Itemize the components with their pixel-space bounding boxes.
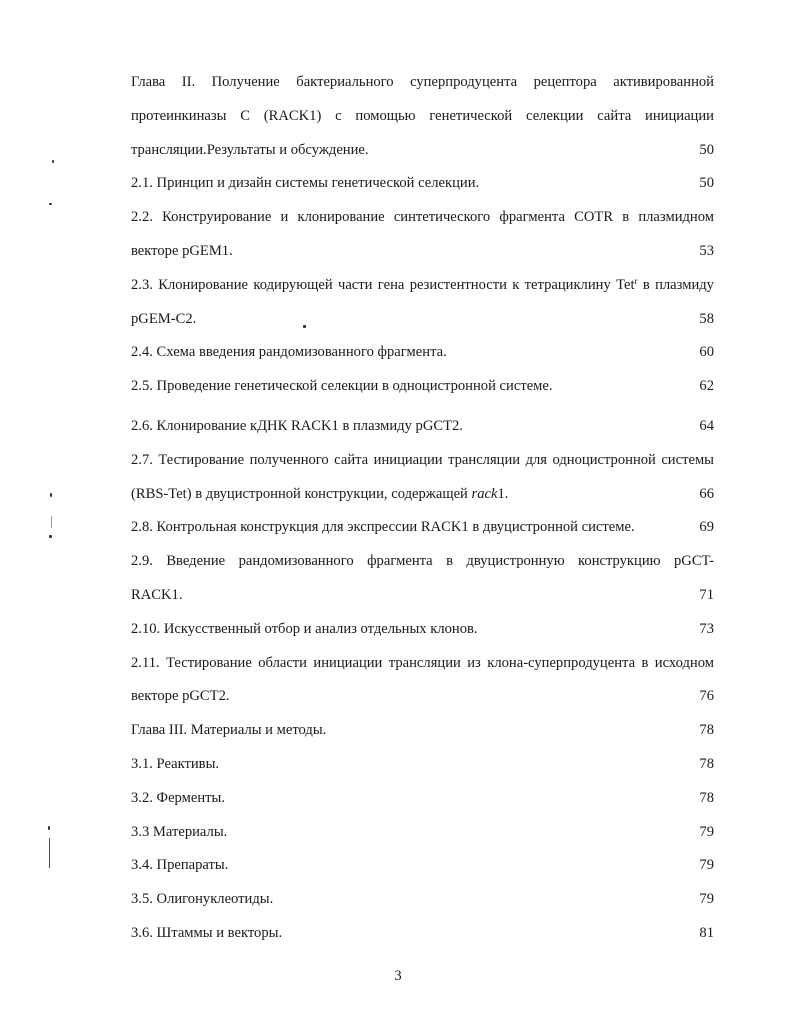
toc-entry-3-2 xyxy=(131,782,714,816)
toc-page-number: 81 xyxy=(699,924,714,941)
toc-entry-2-9 xyxy=(131,545,714,613)
toc-entry-2-10 xyxy=(131,613,714,647)
toc-line: 3.5. Олигонуклеотиды. xyxy=(131,891,274,908)
toc-page-number: 79 xyxy=(699,891,714,908)
toc-line: 2.6. Клонирование кДНК RACK1 в плазмиду pGCT2. xyxy=(131,417,463,434)
toc-line: 3.2. Ферменты. xyxy=(131,789,225,806)
toc-line: 3.3 Материалы. xyxy=(131,823,228,840)
scan-speck xyxy=(303,325,306,328)
toc-entry-2-5 xyxy=(131,370,714,404)
toc-entry-2-3 xyxy=(131,269,714,337)
toc-page-number: 73 xyxy=(699,620,714,637)
toc-page-number: 78 xyxy=(699,789,714,806)
toc-page-number: 69 xyxy=(699,519,714,536)
toc-line: векторе pGCT2. xyxy=(131,688,230,705)
toc-page-number: 50 xyxy=(699,175,714,192)
toc-entry-3-4 xyxy=(131,849,714,883)
toc-line: 2.2. Конструирование и клонирование синтетического фрагмента COTR в плазмидном xyxy=(131,209,714,226)
toc-page-number: 66 xyxy=(699,485,714,502)
toc-line: 3.4. Препараты. xyxy=(131,857,229,874)
toc-page-number: 58 xyxy=(699,310,714,327)
toc-entry-chapter-2 xyxy=(131,66,714,167)
toc-line: 2.7. Тестирование полученного сайта инициации трансляции для одноцистронной системы xyxy=(131,451,714,468)
toc-page-number: 50 xyxy=(699,141,714,158)
toc-line: протеинкиназы С (RACK1) с помощью генетической селекции сайта инициации xyxy=(131,107,714,124)
toc-line: pGEM-C2. xyxy=(131,310,197,327)
scan-speck xyxy=(49,535,52,538)
toc-entry-2-11 xyxy=(131,647,714,715)
toc-page-number: 79 xyxy=(699,823,714,840)
toc-page-number: 60 xyxy=(699,344,714,361)
toc-entry-2-2 xyxy=(131,201,714,269)
toc-line: 2.1. Принцип и дизайн системы генетической селекции. xyxy=(131,175,480,192)
toc-line: Глава III. Материалы и методы. xyxy=(131,722,327,739)
scan-speck xyxy=(51,516,52,528)
scan-speck xyxy=(50,493,52,497)
toc-entry-2-1 xyxy=(131,167,714,201)
toc-page-number: 78 xyxy=(699,755,714,772)
toc-page-number: 62 xyxy=(699,378,714,395)
toc-line: 3.1. Реактивы. xyxy=(131,755,220,772)
toc-line: 2.9. Введение рандомизованного фрагмента в двуцистронную конструкцию pGCT- xyxy=(131,553,714,570)
toc-entry-3-3 xyxy=(131,816,714,850)
toc-entry-chapter-3 xyxy=(131,714,714,748)
scan-speck xyxy=(48,826,50,830)
scan-speck xyxy=(49,203,52,205)
superscript-r: r xyxy=(634,275,638,286)
toc-page-number: 64 xyxy=(699,417,714,434)
toc-entry-2-7 xyxy=(131,444,714,512)
toc-page-number: 79 xyxy=(699,857,714,874)
toc-line: 2.8. Контрольная конструкция для экспрессии RACK1 в двуцистронной системе. xyxy=(131,519,635,536)
toc-page-number: 53 xyxy=(699,242,714,259)
page-number: 3 xyxy=(394,968,402,984)
toc-page-number: 76 xyxy=(699,688,714,705)
toc-line: 2.5. Проведение генетической селекции в одноцистронной системе. xyxy=(131,378,553,395)
toc-entry-2-6 xyxy=(131,410,714,444)
toc-page-number: 78 xyxy=(699,722,714,739)
toc-line: (RBS-Tet) в двуцистронной конструкции, содержащей rack1. xyxy=(131,485,509,502)
scan-speck xyxy=(49,838,50,868)
toc-line: 2.11. Тестирование области инициации трансляции из клона-суперпродуцента в исходном xyxy=(131,654,714,671)
toc-line: векторе pGEM1. xyxy=(131,242,233,259)
toc-entry-3-1 xyxy=(131,748,714,782)
toc-line: RACK1. xyxy=(131,586,183,603)
toc-page-number: 71 xyxy=(699,586,714,603)
toc-line: 3.6. Штаммы и векторы. xyxy=(131,924,283,941)
toc-entry-3-6 xyxy=(131,917,714,951)
table-of-contents xyxy=(131,66,714,951)
toc-entry-2-8 xyxy=(131,511,714,545)
toc-line: Глава II. Получение бактериального суперпродуцента рецептора активированной xyxy=(131,74,714,90)
toc-line: трансляции.Результаты и обсуждение. xyxy=(131,141,369,158)
scan-speck xyxy=(52,160,54,163)
toc-entry-2-4 xyxy=(131,336,714,370)
toc-line: 2.4. Схема введения рандомизованного фрагмента. xyxy=(131,344,447,361)
toc-line: 2.3. Клонирование кодирующей части гена резистентности к тетрациклину Tet$^r$ в плазмиду xyxy=(131,275,714,293)
toc-line: 2.10. Искусственный отбор и анализ отдельных клонов. xyxy=(131,620,478,637)
gene-name: rack xyxy=(471,485,498,502)
toc-entry-3-5 xyxy=(131,883,714,917)
